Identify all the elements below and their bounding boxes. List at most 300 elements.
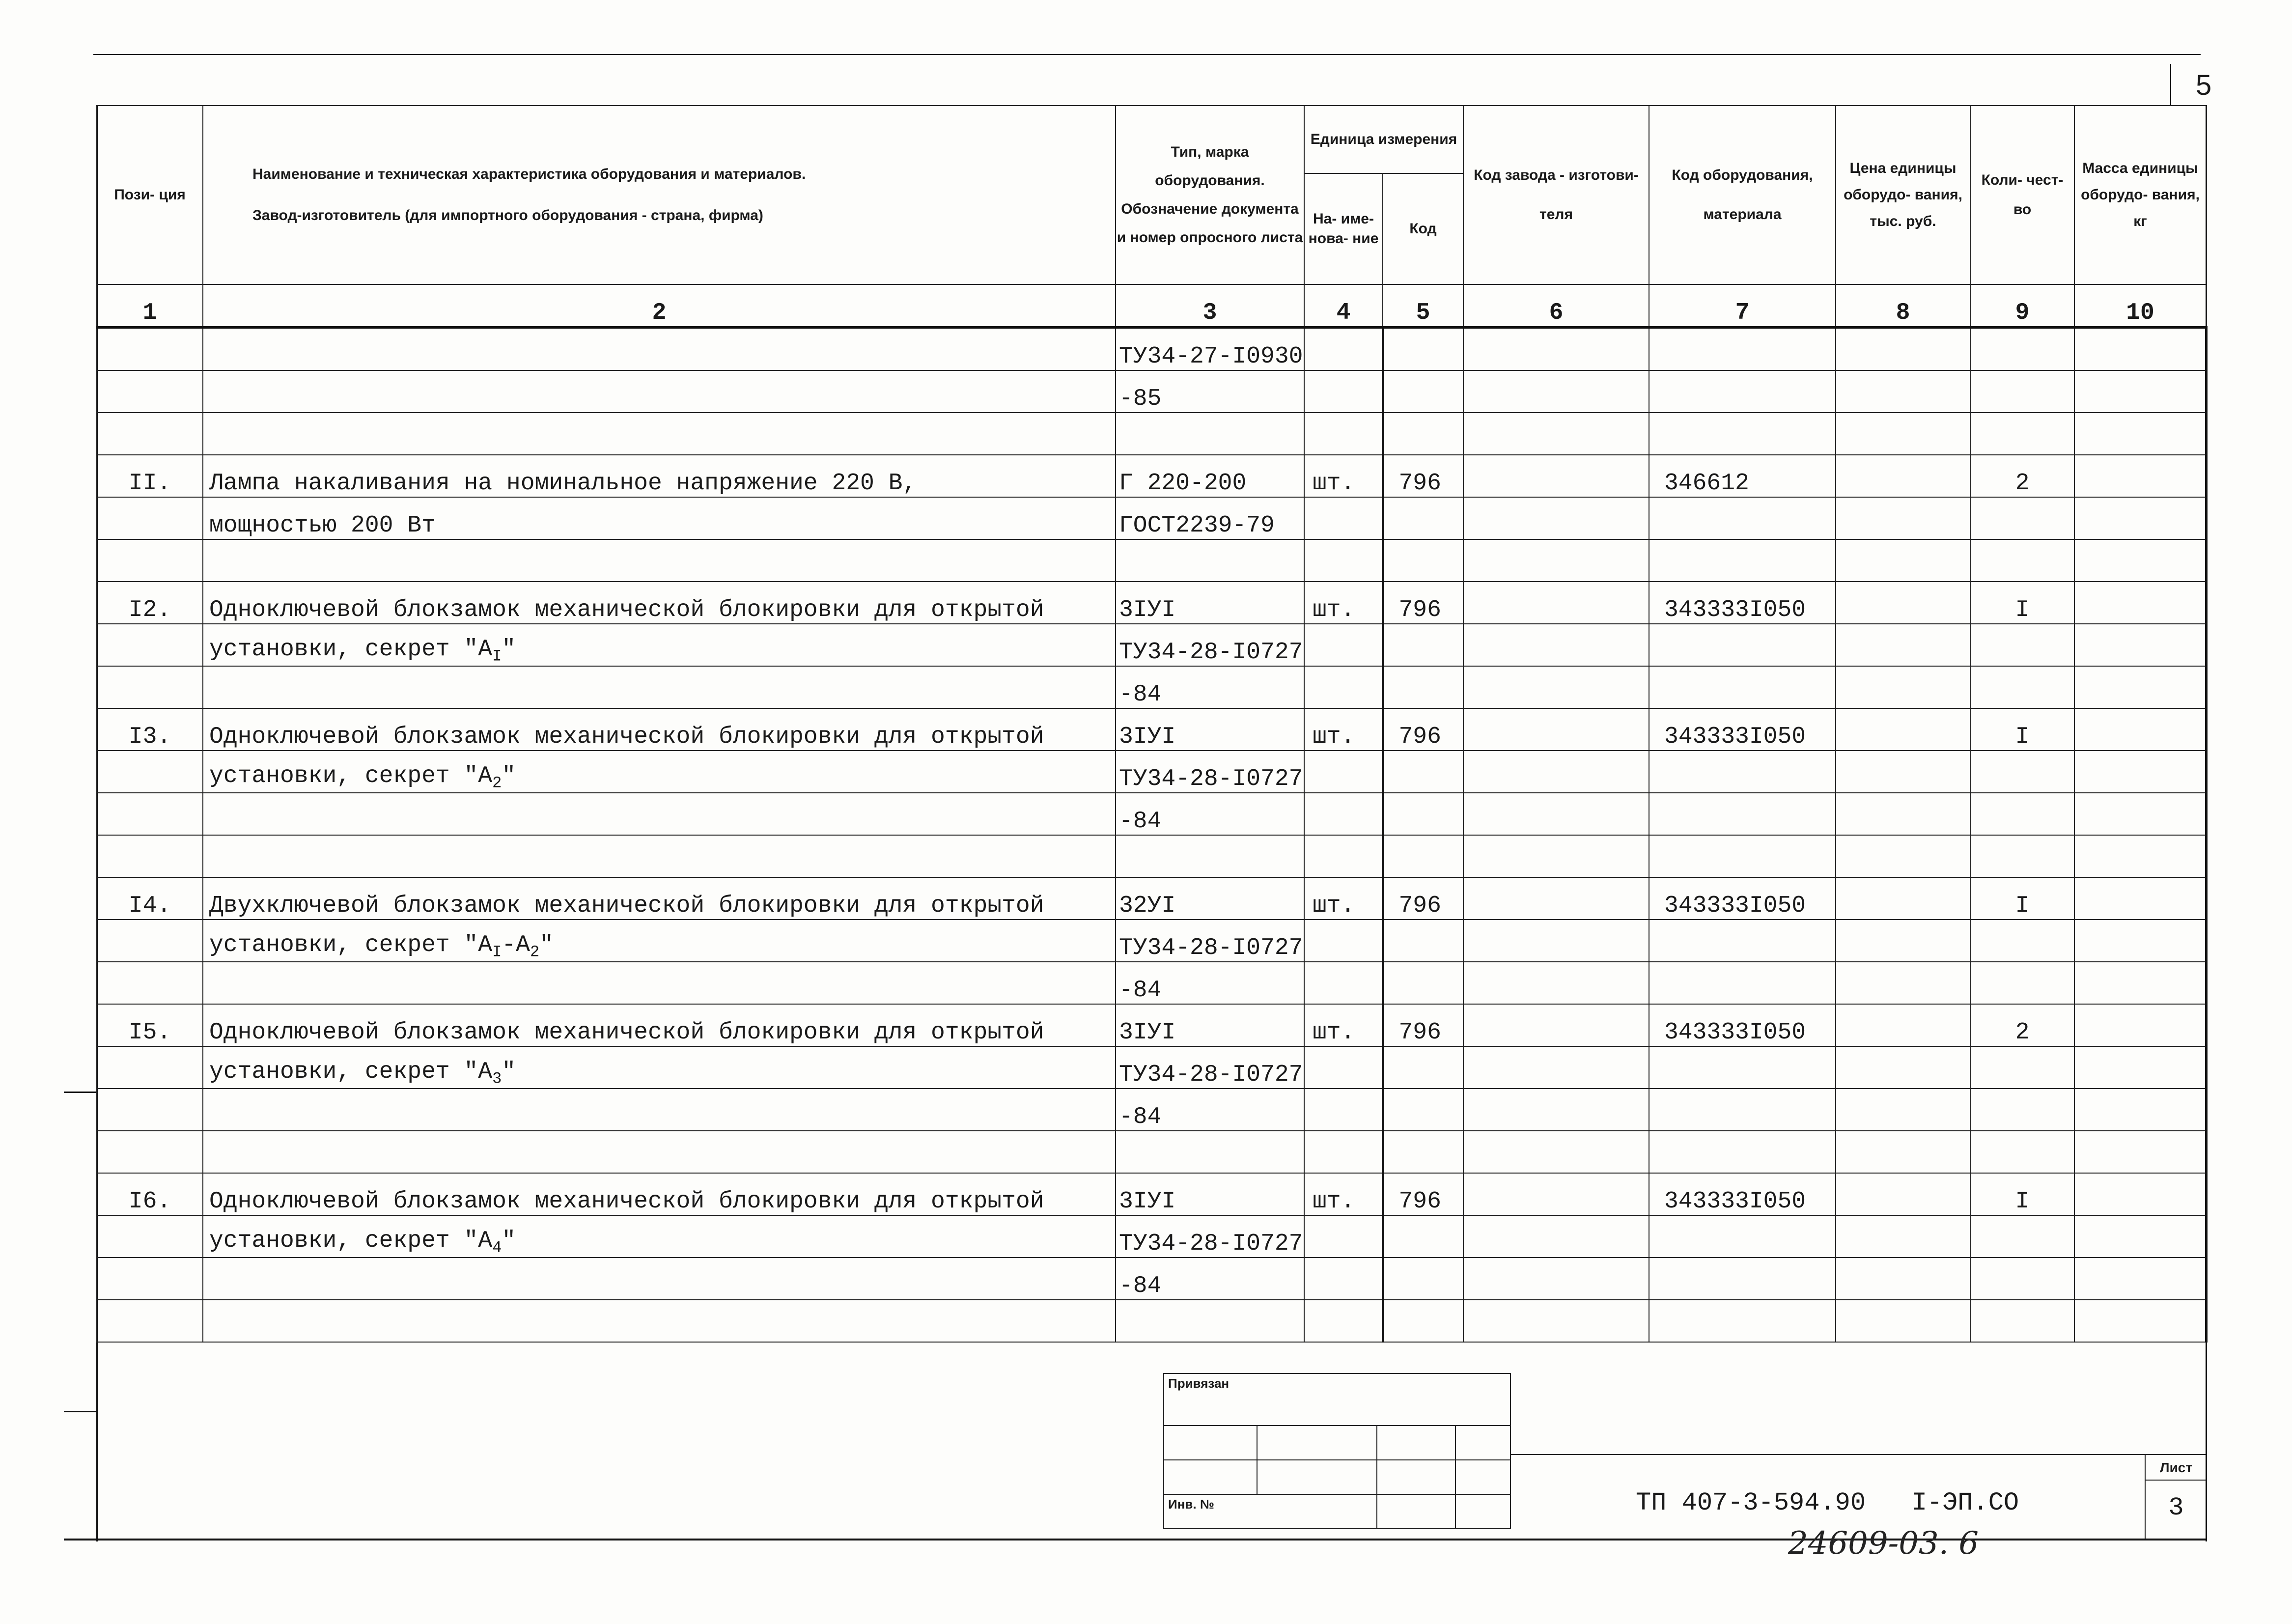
price-cell [1836, 370, 1970, 413]
mass-cell [2074, 370, 2206, 413]
equipment-code-cell [1649, 1131, 1836, 1173]
name-cell: установки, секрет "$A_I-A_2$" [203, 920, 1116, 962]
unit-name-cell [1304, 1258, 1383, 1300]
unit-code-cell: 796 [1383, 582, 1463, 624]
table-row [97, 582, 2206, 624]
unit-code-cell: 796 [1383, 1004, 1463, 1046]
mass-cell [2074, 793, 2206, 835]
equipment-code-cell [1649, 1300, 1836, 1342]
quantity-cell [1970, 1300, 2074, 1342]
quantity-cell [1970, 497, 2074, 539]
header-type: Тип, марка оборудования. Обозначение документа и номер опросного листа [1116, 106, 1304, 284]
position-cell [97, 920, 203, 962]
price-cell [1836, 835, 1970, 877]
name-cell: установки, секрет "$A_2$" [203, 751, 1116, 793]
unit-name-cell [1304, 920, 1383, 962]
position-cell [97, 497, 203, 539]
equipment-code-cell [1649, 1046, 1836, 1089]
header-name-line1: Наименование и техническая характеристика оборудования и материалов. [252, 166, 806, 182]
unit-name-cell: шт. [1304, 877, 1383, 920]
name-cell: установки, секрет "$A_3$" [203, 1046, 1116, 1089]
type-cell: -84 [1116, 793, 1304, 835]
equipment-code-cell: 343333I050 [1649, 1173, 1836, 1215]
table-row [97, 877, 2206, 920]
stamp-cell [1455, 1494, 1510, 1529]
type-cell: 32УI [1116, 877, 1304, 920]
quantity-cell: I [1970, 708, 2074, 751]
sheet-box [2145, 1454, 2207, 1539]
name-cell: Лампа накаливания на номинальное напряжение 220 В, [203, 455, 1116, 497]
type-cell: -84 [1116, 1089, 1304, 1131]
quantity-cell [1970, 835, 2074, 877]
price-cell [1836, 708, 1970, 751]
unit-name-cell [1304, 793, 1383, 835]
position-cell [97, 624, 203, 666]
price-cell [1836, 1131, 1970, 1173]
factory-code-cell [1463, 1004, 1649, 1046]
mass-cell [2074, 1131, 2206, 1173]
unit-name-cell [1304, 413, 1383, 455]
type-cell: ТУ34-27-I0930 [1116, 328, 1304, 371]
unit-name-cell: шт. [1304, 1004, 1383, 1046]
factory-code-cell [1463, 1300, 1649, 1342]
equipment-code-cell [1649, 539, 1836, 582]
table-row [97, 1089, 2206, 1131]
table-row [97, 1258, 2206, 1300]
name-cell [203, 666, 1116, 708]
factory-code-cell [1463, 835, 1649, 877]
position-cell [97, 1258, 203, 1300]
unit-name-cell: шт. [1304, 708, 1383, 751]
equipment-code-cell: 343333I050 [1649, 708, 1836, 751]
equipment-code-cell: 343333I050 [1649, 582, 1836, 624]
price-cell [1836, 413, 1970, 455]
table-row [97, 497, 2206, 539]
unit-code-cell: 796 [1383, 877, 1463, 920]
type-cell: 3IУI [1116, 708, 1304, 751]
factory-code-cell [1463, 1215, 1649, 1258]
quantity-cell [1970, 624, 2074, 666]
name-cell: Одноключевой блокзамок механической блокировки для открытой [203, 1004, 1116, 1046]
type-cell: 3IУI [1116, 582, 1304, 624]
table-row [97, 708, 2206, 751]
equipment-code-cell [1649, 624, 1836, 666]
quantity-cell [1970, 1046, 2074, 1089]
unit-code-cell: 796 [1383, 1173, 1463, 1215]
price-cell [1836, 793, 1970, 835]
unit-name-cell [1304, 666, 1383, 708]
table-row [97, 1046, 2206, 1089]
factory-code-cell [1463, 708, 1649, 751]
position-cell [97, 1089, 203, 1131]
price-cell [1836, 1046, 1970, 1089]
quantity-cell: I [1970, 877, 2074, 920]
header-unit-code: Код [1383, 173, 1463, 284]
unit-code-cell [1383, 666, 1463, 708]
factory-code-cell [1463, 1089, 1649, 1131]
unit-code-cell [1383, 497, 1463, 539]
table-row [97, 539, 2206, 582]
type-cell: ТУ34-28-I0727 [1116, 751, 1304, 793]
factory-code-cell [1463, 582, 1649, 624]
type-cell: 3IУI [1116, 1173, 1304, 1215]
name-cell: Одноключевой блокзамок механической блокировки для открытой [203, 1173, 1116, 1215]
equipment-code-cell [1649, 920, 1836, 962]
specification-table [96, 105, 2208, 1343]
unit-name-cell [1304, 1131, 1383, 1173]
mass-cell [2074, 1004, 2206, 1046]
price-cell [1836, 962, 1970, 1004]
position-cell: I3. [97, 708, 203, 751]
position-cell [97, 1300, 203, 1342]
unit-code-cell [1383, 962, 1463, 1004]
quantity-cell [1970, 920, 2074, 962]
factory-code-cell [1463, 666, 1649, 708]
type-cell [1116, 1131, 1304, 1173]
column-number: 3 [1116, 284, 1304, 328]
unit-name-cell [1304, 835, 1383, 877]
factory-code-cell [1463, 328, 1649, 371]
factory-code-cell [1463, 539, 1649, 582]
equipment-code-cell [1649, 1089, 1836, 1131]
factory-code-cell [1463, 455, 1649, 497]
name-cell [203, 1258, 1116, 1300]
quantity-cell [1970, 370, 2074, 413]
factory-code-cell [1463, 1173, 1649, 1215]
type-cell: ТУ34-28-I0727 [1116, 1046, 1304, 1089]
table-row [97, 1131, 2206, 1173]
page-number: 5 [2196, 69, 2212, 101]
type-cell [1116, 539, 1304, 582]
sheet-label: Лист [2146, 1456, 2207, 1481]
table-row [97, 835, 2206, 877]
table-row [97, 624, 2206, 666]
table-row [97, 962, 2206, 1004]
price-cell [1836, 1173, 1970, 1215]
equipment-code-cell [1649, 751, 1836, 793]
type-cell: -85 [1116, 370, 1304, 413]
quantity-cell: I [1970, 582, 2074, 624]
position-cell [97, 835, 203, 877]
position-cell [97, 1046, 203, 1089]
factory-code-cell [1463, 877, 1649, 920]
quantity-cell [1970, 1258, 2074, 1300]
unit-name-cell [1304, 328, 1383, 371]
stamp-cell [1257, 1426, 1377, 1460]
price-cell [1836, 920, 1970, 962]
position-cell [97, 539, 203, 582]
unit-code-cell: 796 [1383, 455, 1463, 497]
equipment-code-cell [1649, 666, 1836, 708]
unit-code-cell [1383, 1046, 1463, 1089]
name-cell [203, 539, 1116, 582]
stamp-inv-label: Инв. № [1164, 1494, 1377, 1529]
position-cell: I2. [97, 582, 203, 624]
price-cell [1836, 497, 1970, 539]
name-cell [203, 413, 1116, 455]
price-cell [1836, 328, 1970, 371]
margin-tick [64, 1411, 98, 1412]
mass-cell [2074, 497, 2206, 539]
stamp-cell [1377, 1426, 1455, 1460]
table-row [97, 793, 2206, 835]
stamp-cell [1455, 1426, 1510, 1460]
column-number: 5 [1383, 284, 1463, 328]
unit-code-cell [1383, 413, 1463, 455]
mass-cell [2074, 877, 2206, 920]
unit-name-cell [1304, 1089, 1383, 1131]
type-cell: ГОСТ2239-79 [1116, 497, 1304, 539]
table-row [97, 1173, 2206, 1215]
quantity-cell [1970, 1089, 2074, 1131]
factory-code-cell [1463, 793, 1649, 835]
unit-name-cell [1304, 751, 1383, 793]
unit-code-cell [1383, 370, 1463, 413]
mass-cell [2074, 1258, 2206, 1300]
unit-name-cell [1304, 370, 1383, 413]
name-cell: мощностью 200 Вт [203, 497, 1116, 539]
name-cell: установки, секрет "$A_4$" [203, 1215, 1116, 1258]
price-cell [1836, 877, 1970, 920]
unit-name-cell [1304, 1300, 1383, 1342]
price-cell [1836, 1089, 1970, 1131]
unit-code-cell [1383, 793, 1463, 835]
position-cell [97, 328, 203, 371]
equipment-code-cell: 346612 [1649, 455, 1836, 497]
unit-code-cell [1383, 1215, 1463, 1258]
column-number: 4 [1304, 284, 1383, 328]
column-number: 1 [97, 284, 203, 328]
mass-cell [2074, 666, 2206, 708]
unit-name-cell [1304, 962, 1383, 1004]
factory-code-cell [1463, 370, 1649, 413]
stamp-cell [1455, 1460, 1510, 1494]
name-cell [203, 328, 1116, 371]
factory-code-cell [1463, 962, 1649, 1004]
quantity-cell [1970, 962, 2074, 1004]
table-row [97, 666, 2206, 708]
quantity-cell [1970, 1131, 2074, 1173]
mass-cell [2074, 1089, 2206, 1131]
quantity-cell [1970, 666, 2074, 708]
quantity-cell [1970, 793, 2074, 835]
position-cell: II. [97, 455, 203, 497]
factory-code-cell [1463, 413, 1649, 455]
mass-cell [2074, 328, 2206, 371]
name-cell [203, 1089, 1116, 1131]
position-cell: I6. [97, 1173, 203, 1215]
unit-name-cell [1304, 624, 1383, 666]
document-code: ТП 407-3-594.90 I-ЭП.СО [1636, 1488, 2019, 1517]
quantity-cell: 2 [1970, 455, 2074, 497]
price-cell [1836, 582, 1970, 624]
equipment-code-cell [1649, 835, 1836, 877]
position-cell [97, 1131, 203, 1173]
stamp-cell [1257, 1460, 1377, 1494]
price-cell [1836, 751, 1970, 793]
mass-cell [2074, 624, 2206, 666]
unit-name-cell: шт. [1304, 582, 1383, 624]
mass-cell [2074, 751, 2206, 793]
stamp-bound-label: Привязан [1164, 1373, 1510, 1426]
equipment-code-cell: 343333I050 [1649, 877, 1836, 920]
table-row [97, 370, 2206, 413]
name-cell [203, 1300, 1116, 1342]
quantity-cell [1970, 328, 2074, 371]
column-number: 6 [1463, 284, 1649, 328]
type-cell [1116, 413, 1304, 455]
quantity-cell [1970, 1215, 2074, 1258]
header-mass: Масса единицы оборудо- вания, кг [2074, 106, 2206, 284]
unit-code-cell [1383, 835, 1463, 877]
title-block-line [1510, 1454, 2206, 1455]
margin-tick [64, 1092, 98, 1093]
factory-code-cell [1463, 624, 1649, 666]
column-number: 8 [1836, 284, 1970, 328]
price-cell [1836, 666, 1970, 708]
mass-cell [2074, 455, 2206, 497]
unit-code-cell: 796 [1383, 708, 1463, 751]
price-cell [1836, 455, 1970, 497]
factory-code-cell [1463, 1131, 1649, 1173]
unit-code-cell [1383, 1300, 1463, 1342]
name-cell: Двухключевой блокзамок механической блокировки для открытой [203, 877, 1116, 920]
table-row [97, 1004, 2206, 1046]
unit-code-cell [1383, 624, 1463, 666]
type-cell: -84 [1116, 666, 1304, 708]
mass-cell [2074, 582, 2206, 624]
factory-code-cell [1463, 1046, 1649, 1089]
unit-name-cell: шт. [1304, 455, 1383, 497]
position-cell [97, 751, 203, 793]
position-cell [97, 1215, 203, 1258]
mass-cell [2074, 835, 2206, 877]
unit-name-cell [1304, 1046, 1383, 1089]
name-cell [203, 1131, 1116, 1173]
type-cell: ТУ34-28-I0727 [1116, 920, 1304, 962]
equipment-code-cell: 343333I050 [1649, 1004, 1836, 1046]
price-cell [1836, 1004, 1970, 1046]
mass-cell [2074, 962, 2206, 1004]
stamp-cell [1377, 1460, 1455, 1494]
header-name-line2: Завод-изготовитель (для импортного оборудования - страна, фирма) [252, 207, 763, 224]
frame-top-line [93, 54, 2201, 55]
position-cell [97, 793, 203, 835]
unit-code-cell [1383, 751, 1463, 793]
mass-cell [2074, 1300, 2206, 1342]
name-cell: Одноключевой блокзамок механической блокировки для открытой [203, 582, 1116, 624]
position-cell: I4. [97, 877, 203, 920]
type-cell [1116, 1300, 1304, 1342]
header-equipment-code: Код оборудования, материала [1649, 106, 1836, 284]
table-row [97, 328, 2206, 371]
name-cell [203, 835, 1116, 877]
mass-cell [2074, 1173, 2206, 1215]
header-position: Пози- ция [97, 106, 203, 284]
table-row [97, 455, 2206, 497]
price-cell [1836, 1258, 1970, 1300]
price-cell [1836, 624, 1970, 666]
header-quantity: Коли- чест- во [1970, 106, 2074, 284]
equipment-code-cell [1649, 370, 1836, 413]
table-row [97, 1300, 2206, 1342]
position-cell [97, 962, 203, 1004]
binding-stamp [1163, 1373, 1511, 1529]
unit-name-cell [1304, 1215, 1383, 1258]
mass-cell [2074, 1215, 2206, 1258]
header-row [97, 106, 2206, 173]
unit-name-cell [1304, 497, 1383, 539]
unit-code-cell [1383, 328, 1463, 371]
factory-code-cell [1463, 1258, 1649, 1300]
equipment-code-cell [1649, 413, 1836, 455]
column-number: 7 [1649, 284, 1836, 328]
factory-code-cell [1463, 751, 1649, 793]
table-row [97, 1215, 2206, 1258]
mass-cell [2074, 413, 2206, 455]
position-cell: I5. [97, 1004, 203, 1046]
table-row [97, 751, 2206, 793]
column-number-row [97, 284, 2206, 328]
unit-code-cell [1383, 1089, 1463, 1131]
mass-cell [2074, 1046, 2206, 1089]
header-price: Цена единицы оборудо- вания, тыс. руб. [1836, 106, 1970, 284]
quantity-cell [1970, 751, 2074, 793]
position-cell [97, 370, 203, 413]
quantity-cell [1970, 539, 2074, 582]
column-number: 2 [203, 284, 1116, 328]
equipment-code-cell [1649, 962, 1836, 1004]
factory-code-cell [1463, 920, 1649, 962]
type-cell: Г 220-200 [1116, 455, 1304, 497]
name-cell: установки, секрет "$A_I$" [203, 624, 1116, 666]
name-cell: Одноключевой блокзамок механической блокировки для открытой [203, 708, 1116, 751]
equipment-code-cell [1649, 328, 1836, 371]
equipment-code-cell [1649, 793, 1836, 835]
sheet-number: 3 [2168, 1493, 2184, 1522]
type-cell: ТУ34-28-I0727 [1116, 1215, 1304, 1258]
price-cell [1836, 539, 1970, 582]
type-cell: -84 [1116, 1258, 1304, 1300]
column-number: 10 [2074, 284, 2206, 328]
header-name [203, 106, 1116, 284]
column-number: 9 [1970, 284, 2074, 328]
name-cell [203, 793, 1116, 835]
handwritten-number: 24609-03. 6 [1788, 1525, 1979, 1562]
unit-name-cell [1304, 539, 1383, 582]
quantity-cell [1970, 413, 2074, 455]
quantity-cell: I [1970, 1173, 2074, 1215]
stamp-cell [1164, 1460, 1257, 1494]
mass-cell [2074, 920, 2206, 962]
unit-code-cell [1383, 539, 1463, 582]
equipment-code-cell [1649, 1215, 1836, 1258]
price-cell [1836, 1215, 1970, 1258]
equipment-code-cell [1649, 497, 1836, 539]
mass-cell [2074, 708, 2206, 751]
name-cell [203, 962, 1116, 1004]
quantity-cell: 2 [1970, 1004, 2074, 1046]
unit-code-cell [1383, 1131, 1463, 1173]
unit-code-cell [1383, 920, 1463, 962]
unit-name-cell: шт. [1304, 1173, 1383, 1215]
name-cell [203, 370, 1116, 413]
mass-cell [2074, 539, 2206, 582]
type-cell: ТУ34-28-I0727 [1116, 624, 1304, 666]
position-cell [97, 413, 203, 455]
page-number-divider [2170, 64, 2171, 105]
table-row [97, 920, 2206, 962]
